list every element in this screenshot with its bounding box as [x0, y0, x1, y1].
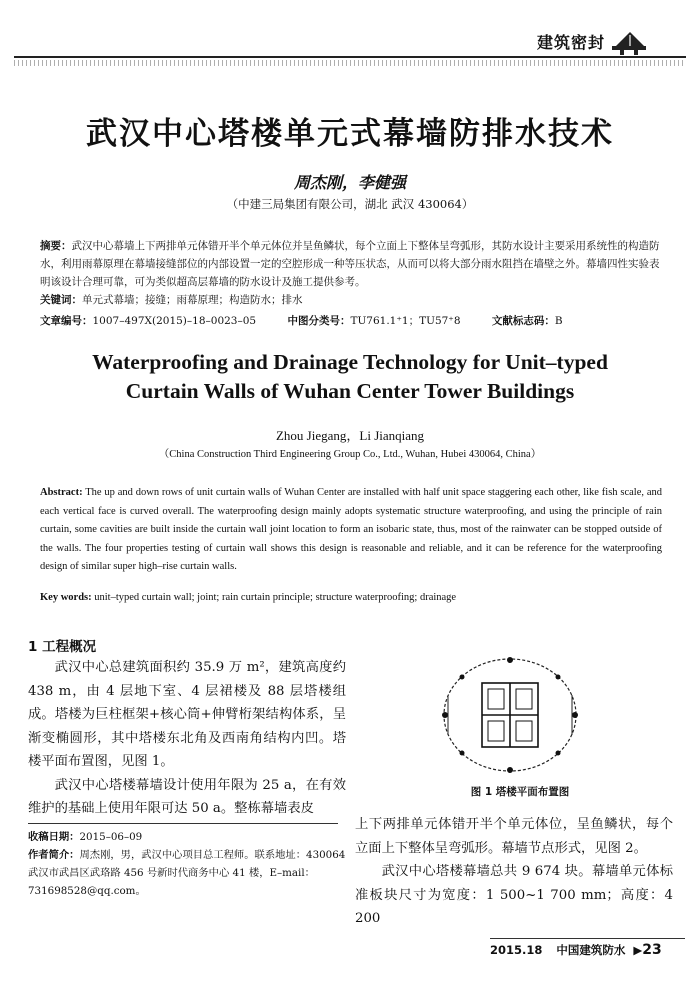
footnote — [28, 828, 346, 900]
footer-rule — [490, 938, 685, 939]
page-number: 23 — [642, 942, 662, 958]
keywords-cn-label: 关键词： — [40, 294, 82, 306]
section-label: 建筑密封 — [536, 33, 605, 52]
doc-code: B — [554, 315, 563, 327]
article-meta — [40, 313, 662, 328]
article-no-label: 文章编号： — [40, 315, 93, 327]
abstract-cn-text: 武汉中心幕墙上下两排单元体错开半个单元体位并呈鱼鳞状，每个立面上下整体呈弯弧形，其防水设计主要采用系统性的构造防水，利用雨幕原理在幕墙接缝部位的内部设置一定的空腔形成一种等压状态，从而可以将大部分雨水阻挡在墙壁之外。幕墙四性实验表明该设计合理可靠，可为类似超高层幕墙的防水设计及施工提供参考。 — [40, 240, 660, 288]
section-1-body — [28, 656, 346, 821]
page-arrow-icon: ▶ — [633, 943, 643, 957]
right-paragraph-1: 上下两排单元体错开半个单元体位，呈鱼鳞状，每个立面上下整体呈弯弧形。幕墙节点形式，见图 2。 — [355, 817, 673, 856]
page-footer — [490, 942, 662, 958]
authors-cn: 周杰刚，李健强 — [293, 173, 406, 192]
paper-title-en — [0, 348, 700, 406]
affiliation-en: （China Construction Third Engineering Group Co., Ltd., Wuhan, Hubei 430064, China） — [158, 449, 542, 460]
right-column-body — [355, 813, 673, 931]
authors-en: Zhou Jiegang，Li Jianqiang — [275, 428, 425, 443]
abstract-en-text: The up and down rows of unit curtain walls of Wuhan Center are installed with half unit space staggering each other, like fish scale, and each vertical face is curved overall. The waterproofing design mainly adopts systematic structure waterproofing, and using the principle of rain curtain, some cavities are built inside the curtain wall joint location to form an isobaric state, thus, most of the rainwater can be stopped outside of the walls. The four properties testing of curtain wall shows this design is reasonable and reliable, and it can be reference for the waterproofing design of similar super high–rise curtain walls. — [40, 487, 662, 573]
abstract-en — [40, 484, 662, 577]
class-no: TU761.1⁺1；TU57⁺8 — [350, 315, 461, 327]
doc-code-label: 文献标志码： — [491, 315, 555, 327]
header-rule — [14, 56, 686, 58]
abstract-cn — [40, 237, 662, 309]
header-dot-band — [14, 60, 686, 66]
title-en-line1: Waterproofing and Drainage Technology for Unit–typed — [92, 350, 608, 374]
abstract-cn-label: 摘要： — [40, 240, 72, 252]
keywords-en-text: unit–typed curtain wall; joint; rain curtain principle; structure waterproofing; drainage — [91, 592, 457, 603]
affiliation-cn: （中建三局集团有限公司，湖北 武汉 430064） — [226, 197, 474, 211]
article-no: 1007–497X(2015)–18–0023–05 — [92, 315, 257, 327]
received-date: 2015–06–09 — [79, 831, 143, 843]
author-bio-text: 周杰刚，男，武汉中心项目总工程师。联系地址：430064 武汉市武昌区武珞路 456 号新时代商务中心 41 楼，E–mail：731698528@qq.com。 — [28, 849, 346, 897]
issue-number: 2015.18 — [490, 943, 543, 957]
paper-title-cn: 武汉中心塔楼单元式幕墙防排水技术 — [86, 116, 614, 152]
footnote-rule — [28, 823, 338, 824]
building-icon — [610, 26, 650, 56]
figure-1-caption: 图 1 塔楼平面布置图 — [470, 786, 570, 798]
class-no-label: 中图分类号： — [287, 315, 351, 327]
right-paragraph-2: 武汉中心塔楼幕墙总共 9 674 块。幕墙单元体标准板块尺寸为宽度：1 500~1 700 mm；高度：4 200 — [355, 864, 673, 926]
keywords-en — [40, 592, 662, 603]
journal-name: 中国建筑防水 — [556, 943, 626, 957]
section-1-heading: 1 工程概况 — [28, 639, 97, 655]
section-1-paragraph-2: 武汉中心塔楼幕墙设计使用年限为 25 a，在有效维护的基础上使用年限可达 50 a。整栋幕墙表皮 — [28, 777, 346, 816]
received-label: 收稿日期： — [28, 831, 80, 843]
author-bio-label: 作者简介： — [28, 849, 80, 861]
abstract-en-label: Abstract: — [40, 487, 83, 498]
section-1-paragraph-1: 武汉中心总建筑面积约 35.9 万 m²，建筑高度约 438 m，由 4 层地下室、4 层裙楼及 88 层塔楼组成。塔楼为巨柱框架+核心筒+伸臂桁架结构体系，呈渐变椭圆形，其中塔楼东北角及西南角结构内凹。塔楼平面布置图，见图 1。 — [28, 660, 346, 769]
figure-1-tower-plan — [440, 655, 580, 775]
keywords-en-label: Key words: — [40, 592, 92, 603]
title-en-line2: Curtain Walls of Wuhan Center Tower Buildings — [125, 379, 575, 403]
keywords-cn-text: 单元式幕墙；接缝；雨幕原理；构造防水；排水 — [82, 294, 303, 306]
